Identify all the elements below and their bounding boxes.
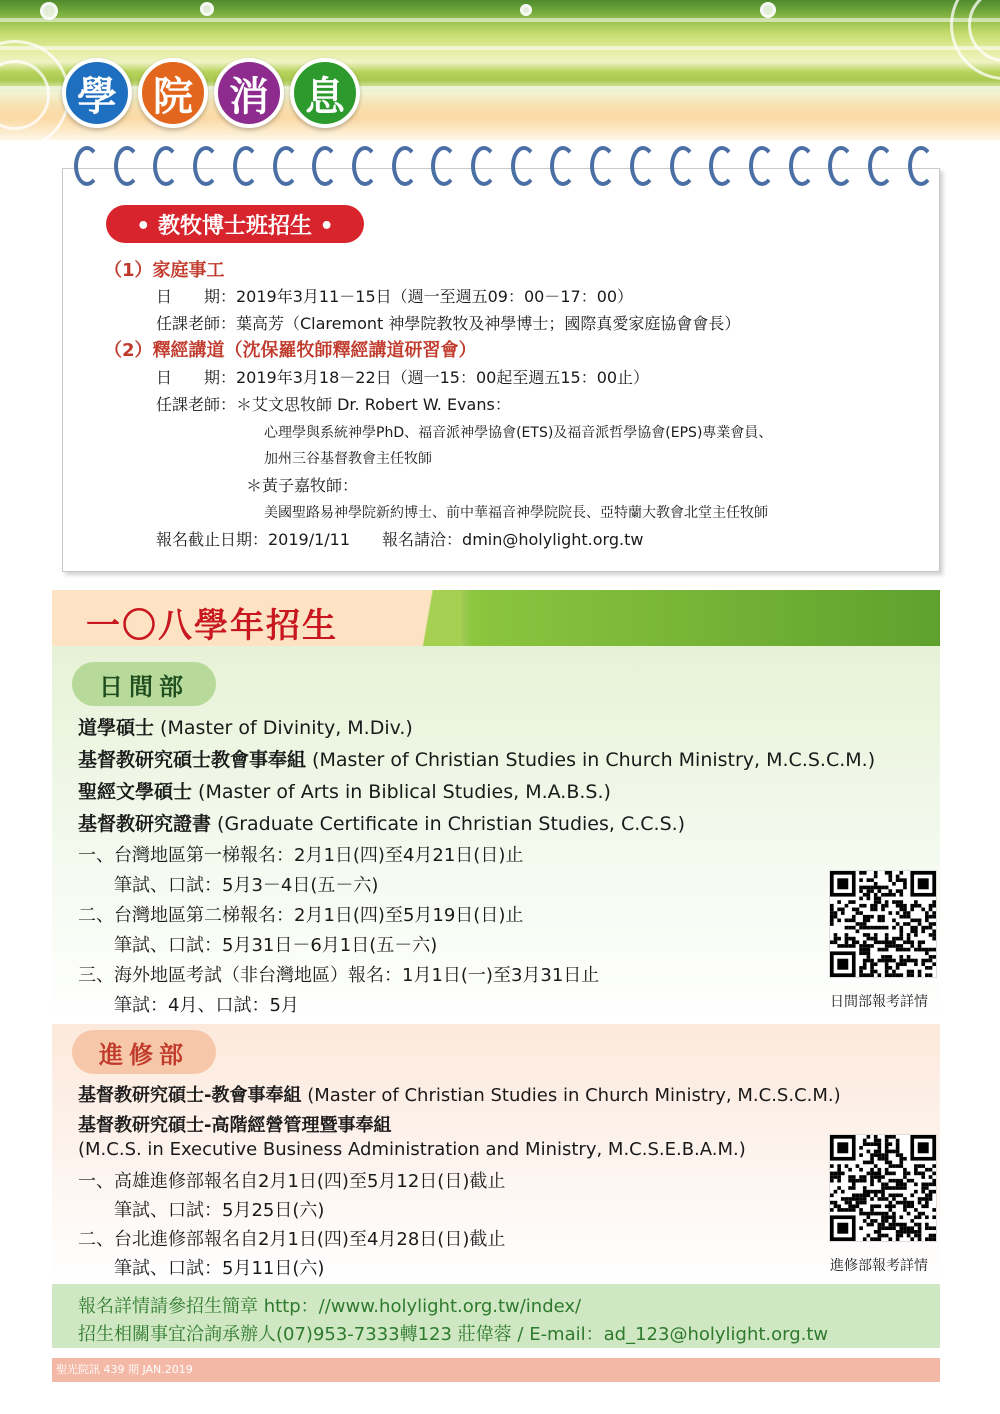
day-program: 基督教研究碩士教會事奉組 (Master of Christian Studies in Church Ministry, M.C.S.C.M.) [78,749,876,771]
spiral-ring [153,146,179,186]
spiral-ring [193,146,219,186]
night-schedule-item: 筆試、口試：5月11日(六) [78,1258,325,1279]
night-qr-code[interactable] [829,1134,937,1242]
spiral-ring [312,146,338,186]
spiral-ring [789,146,815,186]
header-banner [0,0,1000,140]
day-program: 聖經文學碩士 (Master of Arts in Biblical Studies, M.A.B.S.) [78,781,611,803]
spiral-ring [233,146,259,186]
title-char: 院 [138,58,208,128]
day-schedule-item: 筆試、口試：5月3－4日(五－六) [78,875,379,896]
spiral-ring [550,146,576,186]
spiral-ring [273,146,299,186]
day-division-label: 日間部 [72,662,216,706]
night-schedule-item: 筆試、口試：5月25日(六) [78,1200,325,1221]
spiral-ring [828,146,854,186]
course1-title: （1）家庭事工 [104,260,225,281]
title-char: 息 [290,58,360,128]
title-char: 消 [214,58,284,128]
day-qr-code[interactable] [829,870,937,978]
night-division-label: 進修部 [72,1030,216,1074]
admissions-title: 一〇八學年招生 [86,606,338,646]
day-qr-caption: 日間部報考詳情 [830,994,928,1010]
page-title [62,58,360,128]
spiral-ring [868,146,894,186]
day-schedule-item: 筆試、口試：5月31日－6月1日(五－六) [78,935,438,956]
header-stripe [0,18,1000,22]
night-qr-caption: 進修部報考詳情 [830,1258,928,1274]
spiral-binding [74,146,934,190]
course1-date: 日 期：2019年3月11－15日（週一至週五09：00－17：00） [156,287,634,306]
night-program: (M.C.S. in Executive Business Administration and Ministry, M.C.S.E.B.A.M.) [78,1139,746,1160]
day-schedule-item: 三、海外地區考試（非台灣地區）報名：1月1日(一)至3月31日止 [78,965,600,986]
contact-info: 招生相關事宜洽詢承辦人(07)953-7333轉123 莊偉蓉 / E-mail：ad_123@holylight.org.tw [78,1324,829,1345]
spiral-ring [511,146,537,186]
day-schedule-item: 二、台灣地區第二梯報名：2月1日(四)至5月19日(日)止 [78,905,524,926]
teacher1-desc: 加州三谷基督教會主任牧師 [264,451,432,467]
spiral-ring [392,146,418,186]
spiral-ring [749,146,775,186]
decor-dot [760,2,776,18]
day-program: 基督教研究證書 (Graduate Certificate in Christian Studies, C.C.S.) [78,813,686,835]
spiral-ring [709,146,735,186]
night-schedule-item: 二、台北進修部報名自2月1日(四)至4月28日(日)截止 [78,1229,506,1250]
decor-dot [520,4,532,16]
dmin-badge: • 教牧博士班招生 • [106,205,364,243]
spiral-ring [74,146,100,186]
day-schedule-item: 一、台灣地區第一梯報名：2月1日(四)至4月21日(日)止 [78,845,524,866]
issue-label: 聖光院訊 439 期 JAN.2019 [56,1363,193,1376]
spiral-ring [471,146,497,186]
spiral-ring [431,146,457,186]
title-char: 學 [62,58,132,128]
brochure-link-text: 報名詳情請參招生簡章 http：//www.holylight.org.tw/index/ [78,1296,582,1317]
spiral-ring [590,146,616,186]
night-program: 基督教研究碩士-高階經營管理暨事奉組 [78,1115,392,1136]
dmin-deadline: 報名截止日期：2019/1/11 報名請洽：dmin@holylight.org.tw [156,530,644,549]
night-schedule-item: 一、高雄進修部報名自2月1日(四)至5月12日(日)截止 [78,1171,506,1192]
spiral-ring [352,146,378,186]
course2-title: （2）釋經講道（沈保羅牧師釋經講道研習會） [104,340,477,361]
teacher2-desc: 美國聖路易神學院新約博士、前中華福音神學院院長、亞特蘭大教會北堂主任牧師 [264,505,768,521]
teacher2-name: ＊黃子嘉牧師： [246,476,359,495]
spiral-ring [908,146,934,186]
course1-teacher: 任課老師：葉高芳（Claremont 神學院教牧及神學博士；國際真愛家庭協會會長） [156,314,741,333]
spiral-ring [114,146,140,186]
day-schedule-item: 筆試：4月、口試：5月 [78,995,299,1016]
teacher1-desc: 心理學與系統神學PhD、福音派神學協會(ETS)及福音派哲學協會(EPS)專業會員、 [264,425,773,441]
day-program: 道學碩士 (Master of Divinity, M.Div.) [78,717,413,739]
course2-date: 日 期：2019年3月18－22日（週一15：00起至週五15：00止） [156,368,650,387]
decor-dot [40,2,58,20]
course2-teacher: 任課老師：＊艾文思牧師 Dr. Robert W. Evans： [156,395,511,414]
header-stripe [0,46,1000,50]
night-program: 基督教研究碩士-教會事奉組 (Master of Christian Studies in Church Ministry, M.C.S.C.M.) [78,1085,841,1106]
spiral-ring [630,146,656,186]
decor-dot [200,2,214,16]
spiral-ring [670,146,696,186]
